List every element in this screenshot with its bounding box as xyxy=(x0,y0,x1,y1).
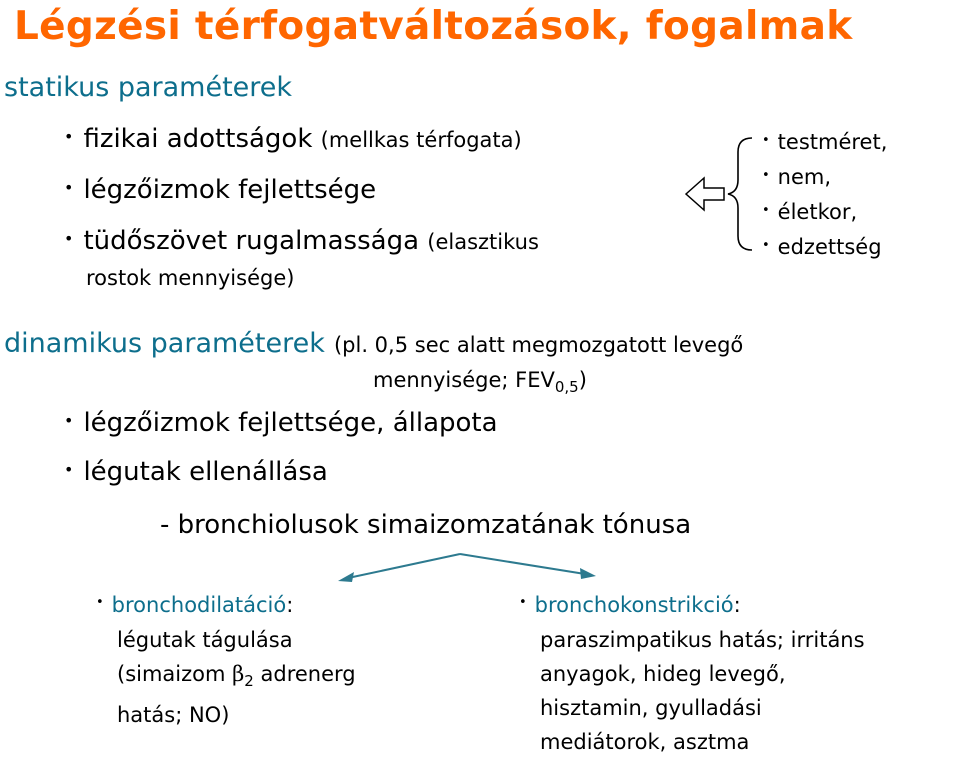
dynamic-sub-item: - bronchiolusok simaizomzatának tónusa xyxy=(160,510,692,540)
static-item-3-continuation: rostok mennyisége) xyxy=(86,266,295,290)
arrow-left-line xyxy=(348,554,460,578)
bronchodilation-block: • bronchodilatáció: légutak tágulása (simaizom $\beta_2$ adrenerg hatás; NO) xyxy=(96,588,436,732)
bullet-icon: • xyxy=(64,229,74,248)
brace-arrow-graphic xyxy=(680,128,760,268)
bronchoconstriction-title-line: • bronchokonstrikció: xyxy=(519,593,741,617)
static-item-2: • légzőizmok fejlettsége xyxy=(64,175,377,205)
bullet-icon: • xyxy=(64,178,74,197)
beta-symbol: β xyxy=(232,662,245,686)
static-item-3: • tüdőszövet rugalmassága (elasztikus xyxy=(64,226,539,256)
bullet-icon: • xyxy=(519,595,527,610)
dynamic-heading-line xyxy=(4,328,743,359)
bullet-icon: • xyxy=(96,595,104,610)
bullet-icon: • xyxy=(762,167,770,183)
bronchoconstriction-block: • bronchokonstrikció: paraszimpatikus hatás; irritáns anyagok, hideg levegő, hisztamin, gyulladási mediátorok, asztma xyxy=(519,588,959,759)
bullet-icon: • xyxy=(64,411,74,430)
hollow-arrow-icon xyxy=(686,178,724,210)
factor-item-3: • életkor, xyxy=(762,200,858,224)
arrow-right-line xyxy=(460,554,585,574)
arrowhead-left-icon xyxy=(338,572,354,582)
dynamic-note: (pl. 0,5 sec alatt megmozgatott levegő xyxy=(333,333,744,357)
page-title: Légzési térfogatváltozások, fogalmak xyxy=(14,4,853,49)
factor-item-4: • edzettség xyxy=(762,235,882,259)
static-item-1: • fizikai adottságok (mellkas térfogata) xyxy=(64,124,522,154)
split-arrows-graphic xyxy=(330,548,630,588)
dynamic-heading: dinamikus paraméterek xyxy=(4,328,325,359)
arrowhead-right-icon xyxy=(580,568,596,579)
bullet-icon: • xyxy=(762,202,770,218)
bullet-icon: • xyxy=(762,237,770,253)
bronchodilation-title-line: • bronchodilatáció: xyxy=(96,593,294,617)
static-heading: statikus paraméterek xyxy=(4,72,293,103)
dynamic-note-line2: mennyisége; $FEV_{0,5}$) xyxy=(373,368,587,397)
factor-item-1: • testméret, xyxy=(762,130,888,154)
factor-item-2: • nem, xyxy=(762,165,832,189)
dynamic-item-2: • légutak ellenállása xyxy=(64,457,328,487)
dynamic-item-1: • légzőizmok fejlettsége, állapota xyxy=(64,408,498,438)
bullet-icon: • xyxy=(762,132,770,148)
curly-brace-icon xyxy=(728,138,752,250)
bullet-icon: • xyxy=(64,127,74,146)
bullet-icon: • xyxy=(64,460,74,479)
